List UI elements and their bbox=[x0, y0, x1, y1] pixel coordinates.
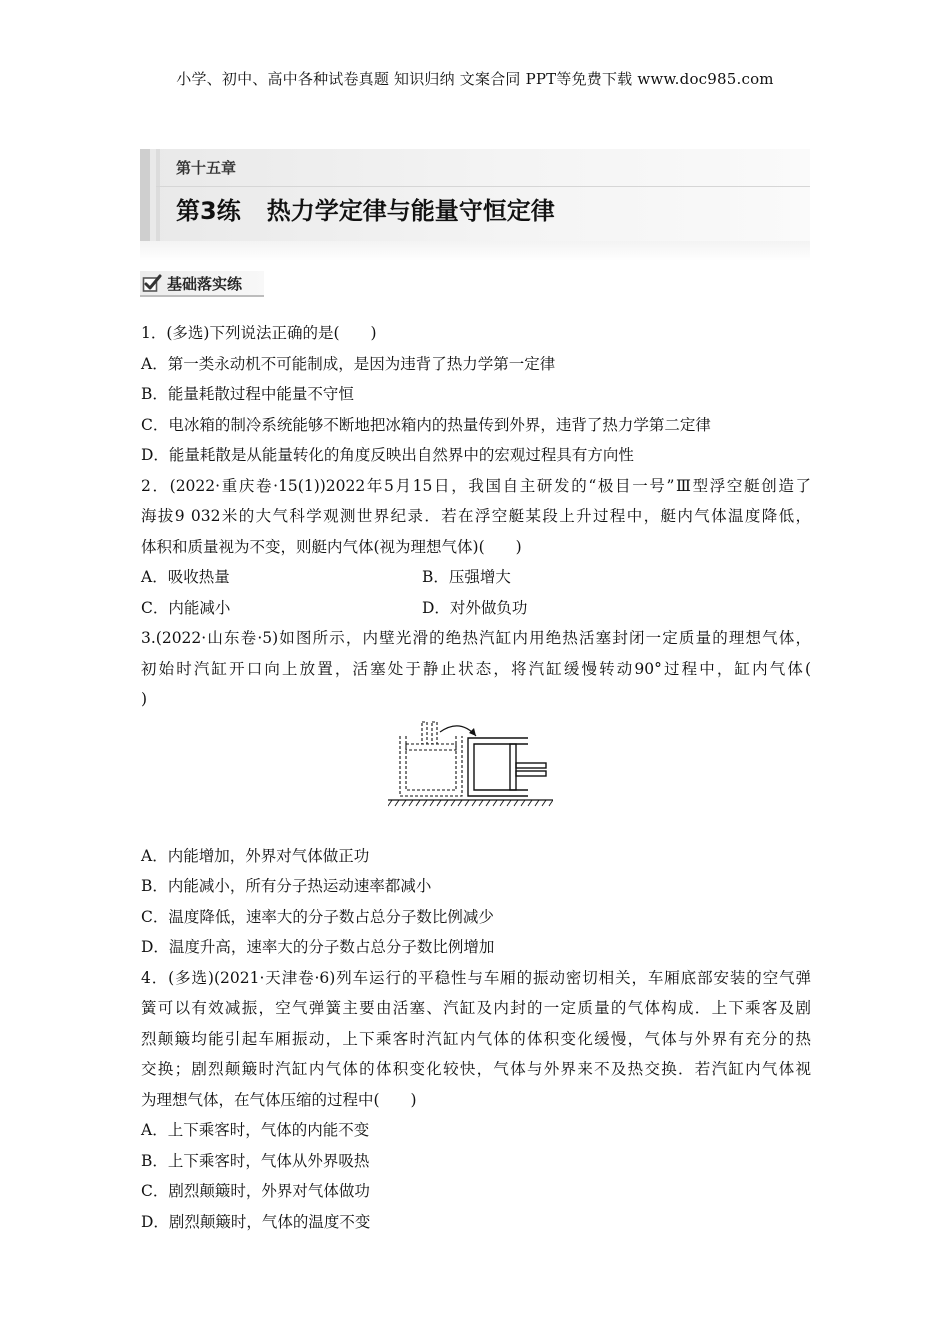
question-1 bbox=[141, 318, 811, 471]
header-banner: 小学、初中、高中各种试卷真题 知识归纳 文案合同 PPT等免费下载 www.doc985.com bbox=[176, 70, 774, 88]
option-c: C．温度降低，速率大的分子数占总分子数比例减少 bbox=[141, 907, 494, 926]
option-row bbox=[141, 593, 811, 624]
option-b: B．内能减小，所有分子热运动速率都减小 bbox=[141, 877, 432, 895]
section-heading bbox=[140, 271, 264, 297]
lesson-number: 第3练 bbox=[176, 197, 241, 225]
chapter-label: 第十五章 bbox=[176, 159, 237, 177]
option-d: D．温度升高，速率大的分子数占总分子数比例增加 bbox=[141, 938, 495, 956]
question-3 bbox=[141, 623, 811, 963]
question-stem: 体积和质量视为不变，则艇内气体(视为理想气体)( ) bbox=[141, 537, 522, 556]
question-stem: 簧可以有效减振，空气弹簧主要由活塞、汽缸及内封的一定质量的气体构成．上下乘客及剧 bbox=[141, 999, 811, 1017]
section-label: 基础落实练 bbox=[167, 275, 243, 293]
option-b: B．能量耗散过程中能量不守恒 bbox=[141, 385, 354, 403]
option-d: D．剧烈颠簸时，气体的温度不变 bbox=[141, 1212, 371, 1231]
question-stem: 为理想气体，在气体压缩的过程中( ) bbox=[141, 1090, 417, 1109]
cylinder-figure bbox=[141, 715, 811, 841]
upright-cylinder bbox=[400, 722, 462, 796]
rotation-arrow bbox=[440, 725, 476, 735]
lesson-title bbox=[176, 191, 555, 226]
option-d: D．能量耗散是从能量转化的角度反映出自然界中的宏观过程具有方向性 bbox=[141, 446, 634, 464]
rotated-cylinder bbox=[468, 738, 546, 796]
option-b: B．上下乘客时，气体从外界吸热 bbox=[141, 1151, 370, 1170]
option-row bbox=[141, 562, 811, 593]
question-stem: 2．(2022·重庆卷·15(1))2022年5月15日，我国自主研发的“极目一号”Ⅲ型浮空艇创造了 bbox=[141, 476, 811, 495]
chapter-header-bar bbox=[156, 149, 160, 241]
lesson-name: 热力学定律与能量守恒定律 bbox=[266, 197, 555, 225]
option-a: A．上下乘客时，气体的内能不变 bbox=[141, 1121, 370, 1139]
question-4 bbox=[141, 963, 811, 1238]
question-stem: 3.(2022·山东卷·5)如图所示，内壁光滑的绝热汽缸内用绝热活塞封闭一定质量的理想气体， bbox=[141, 629, 811, 647]
question-stem: ) bbox=[141, 690, 148, 708]
option-a: A．吸收热量 bbox=[141, 568, 230, 586]
option-c: C．电冰箱的制冷系统能够不断地把冰箱内的热量传到外界，违背了热力学第二定律 bbox=[141, 415, 711, 434]
chapter-header bbox=[140, 149, 810, 241]
option-d: D．对外做负功 bbox=[422, 598, 528, 617]
chapter-header-rule bbox=[156, 186, 810, 187]
option-a: A．第一类永动机不可能制成，是因为违背了热力学第一定律 bbox=[141, 354, 556, 373]
option-c: C．剧烈颠簸时，外界对气体做功 bbox=[141, 1182, 370, 1200]
question-stem: 烈颠簸均能引起车厢振动，上下乘客时汽缸内气体的体积变化缓慢，气体与外界有充分的热 bbox=[141, 1029, 811, 1048]
cylinder-rotation-diagram bbox=[388, 720, 553, 815]
checkbox-icon bbox=[142, 273, 162, 293]
option-a: A．内能增加，外界对气体做正功 bbox=[141, 846, 370, 865]
question-stem: 1．(多选)下列说法正确的是( ) bbox=[141, 324, 377, 342]
option-c: C．内能减小 bbox=[141, 598, 231, 617]
question-stem: 4．(多选)(2021·天津卷·6)列车运行的平稳性与车厢的振动密切相关，车厢底部安装的空气弹 bbox=[141, 968, 811, 987]
question-stem: 海拔9 032米的大气科学观测世界纪录．若在浮空艇某段上升过程中，艇内气体温度降低， bbox=[141, 507, 811, 525]
question-stem: 交换；剧烈颠簸时汽缸内气体的体积变化较快，气体与外界来不及热交换．若汽缸内气体视 bbox=[141, 1060, 811, 1078]
question-list bbox=[141, 318, 811, 1237]
question-2 bbox=[141, 471, 811, 624]
arrow-head-icon bbox=[469, 728, 476, 736]
chapter-header-shadow bbox=[140, 241, 810, 261]
question-stem: 初始时汽缸开口向上放置，活塞处于静止状态，将汽缸缓慢转动90°过程中，缸内气体( bbox=[141, 659, 811, 678]
option-b: B．压强增大 bbox=[422, 568, 511, 586]
ground-hatch bbox=[388, 800, 553, 806]
